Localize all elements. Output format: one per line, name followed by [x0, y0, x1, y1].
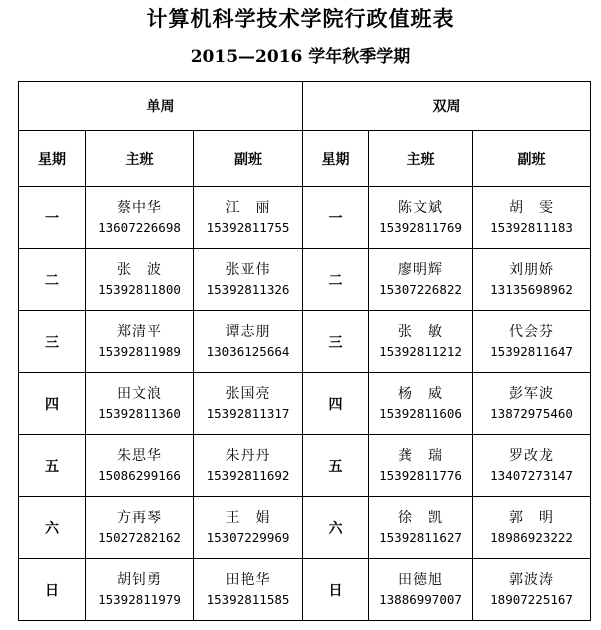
single-deputy-cell — [194, 559, 303, 621]
staff-name: 胡 雯 — [509, 199, 555, 216]
staff-phone: 15392811585 — [206, 591, 290, 607]
staff-name: 王 娟 — [225, 509, 271, 526]
staff-name: 廖明辉 — [398, 261, 444, 278]
weekday-header: 星期 — [303, 131, 369, 187]
main-shift-header: 主班 — [369, 131, 473, 187]
weekday-cell: 日 — [19, 559, 86, 621]
double-deputy-cell — [473, 497, 591, 559]
weekday-cell: 五 — [19, 435, 86, 497]
staff-name: 刘朋娇 — [509, 261, 555, 278]
staff-name: 谭志朋 — [225, 323, 271, 340]
single-main-cell — [86, 559, 194, 621]
weekday-cell: 四 — [19, 373, 86, 435]
double-main-cell — [369, 311, 473, 373]
weekday-cell: 日 — [303, 559, 369, 621]
double-deputy-cell — [473, 311, 591, 373]
staff-name: 龚 瑞 — [398, 447, 444, 464]
staff-phone: 15027282162 — [98, 529, 181, 545]
staff-name: 陈文斌 — [398, 199, 444, 216]
column-header-row — [19, 131, 591, 187]
double-main-cell — [369, 559, 473, 621]
staff-name: 朱思华 — [117, 447, 162, 464]
single-deputy-cell — [194, 311, 303, 373]
table-row — [19, 559, 591, 621]
single-main-cell — [86, 497, 194, 559]
staff-phone: 13607226698 — [98, 219, 181, 235]
staff-phone: 13872975460 — [490, 405, 573, 421]
staff-name: 张 敏 — [398, 323, 444, 340]
staff-phone: 15392811360 — [98, 405, 181, 421]
single-deputy-cell — [194, 497, 303, 559]
staff-phone: 15392811692 — [206, 467, 290, 483]
staff-phone: 15392811979 — [98, 591, 181, 607]
single-deputy-cell — [194, 249, 303, 311]
staff-phone: 15392811989 — [98, 343, 181, 359]
weekday-cell: 四 — [303, 373, 369, 435]
staff-name: 田德旭 — [398, 571, 444, 588]
staff-phone: 13886997007 — [379, 591, 462, 607]
staff-name: 彭军波 — [509, 385, 555, 402]
staff-phone: 15086299166 — [98, 467, 181, 483]
staff-phone: 15392811647 — [490, 343, 573, 359]
double-main-cell — [369, 497, 473, 559]
staff-name: 江 丽 — [225, 199, 271, 216]
table-row — [19, 311, 591, 373]
staff-name: 方再琴 — [117, 509, 162, 526]
table-row — [19, 187, 591, 249]
staff-phone: 15392811627 — [379, 529, 462, 545]
weekday-cell: 二 — [19, 249, 86, 311]
staff-phone: 15392811606 — [379, 405, 462, 421]
staff-phone: 15307226822 — [379, 281, 462, 297]
double-deputy-cell — [473, 249, 591, 311]
staff-phone: 15392811212 — [379, 343, 462, 359]
staff-name: 代会芬 — [509, 323, 555, 340]
staff-phone: 15307229969 — [206, 529, 290, 545]
staff-name: 郭波涛 — [509, 571, 555, 588]
double-main-cell — [369, 249, 473, 311]
weekday-cell: 六 — [19, 497, 86, 559]
staff-name: 胡钊勇 — [117, 571, 162, 588]
staff-name: 徐 凯 — [398, 509, 444, 526]
deputy-shift-header: 副班 — [194, 131, 303, 187]
double-week-header: 双周 — [303, 82, 591, 131]
staff-phone: 15392811755 — [206, 219, 290, 235]
single-main-cell — [86, 373, 194, 435]
staff-phone: 15392811776 — [379, 467, 462, 483]
weekday-cell: 一 — [19, 187, 86, 249]
weekday-header: 星期 — [19, 131, 86, 187]
weekday-cell: 六 — [303, 497, 369, 559]
single-main-cell — [86, 311, 194, 373]
weekday-cell: 一 — [303, 187, 369, 249]
staff-phone: 18986923222 — [490, 529, 573, 545]
staff-phone: 15392811800 — [98, 281, 181, 297]
deputy-shift-header: 副班 — [473, 131, 591, 187]
double-deputy-cell — [473, 435, 591, 497]
staff-name: 杨 威 — [398, 385, 444, 402]
table-row — [19, 373, 591, 435]
single-deputy-cell — [194, 435, 303, 497]
staff-phone: 15392811183 — [490, 219, 573, 235]
weekday-cell: 三 — [19, 311, 86, 373]
staff-phone: 13036125664 — [206, 343, 290, 359]
double-deputy-cell — [473, 373, 591, 435]
page-title: 计算机科学技术学院行政值班表 — [146, 6, 455, 31]
staff-name: 郑清平 — [117, 323, 162, 340]
staff-name: 朱丹丹 — [225, 447, 271, 464]
staff-name: 蔡中华 — [117, 199, 162, 216]
single-deputy-cell — [194, 187, 303, 249]
staff-phone: 13407273147 — [490, 467, 573, 483]
single-main-cell — [86, 249, 194, 311]
staff-name: 张 波 — [117, 261, 162, 278]
staff-name: 罗改龙 — [509, 447, 555, 464]
staff-name: 田艳华 — [225, 571, 271, 588]
schedule-body — [19, 82, 591, 621]
single-deputy-cell — [194, 373, 303, 435]
weekday-cell: 三 — [303, 311, 369, 373]
single-main-cell — [86, 435, 194, 497]
staff-name: 田文浪 — [117, 385, 162, 402]
double-deputy-cell — [473, 187, 591, 249]
weekday-cell: 二 — [303, 249, 369, 311]
table-row — [19, 497, 591, 559]
double-deputy-cell — [473, 559, 591, 621]
staff-name: 张国亮 — [225, 385, 271, 402]
main-shift-header: 主班 — [86, 131, 194, 187]
duty-schedule-table — [18, 81, 591, 621]
table-row — [19, 435, 591, 497]
staff-name: 郭 明 — [509, 509, 555, 526]
staff-phone: 15392811769 — [379, 219, 462, 235]
single-main-cell — [86, 187, 194, 249]
week-header-row — [19, 82, 591, 131]
staff-name: 张亚伟 — [225, 261, 271, 278]
staff-phone: 15392811317 — [206, 405, 290, 421]
weekday-cell: 五 — [303, 435, 369, 497]
single-week-header: 单周 — [19, 82, 303, 131]
page-subtitle: 2015—2016 学年秋季学期 — [190, 47, 411, 67]
staff-phone: 18907225167 — [490, 591, 573, 607]
staff-phone: 15392811326 — [206, 281, 290, 297]
double-main-cell — [369, 187, 473, 249]
staff-phone: 13135698962 — [490, 281, 573, 297]
table-row — [19, 249, 591, 311]
double-main-cell — [369, 435, 473, 497]
double-main-cell — [369, 373, 473, 435]
